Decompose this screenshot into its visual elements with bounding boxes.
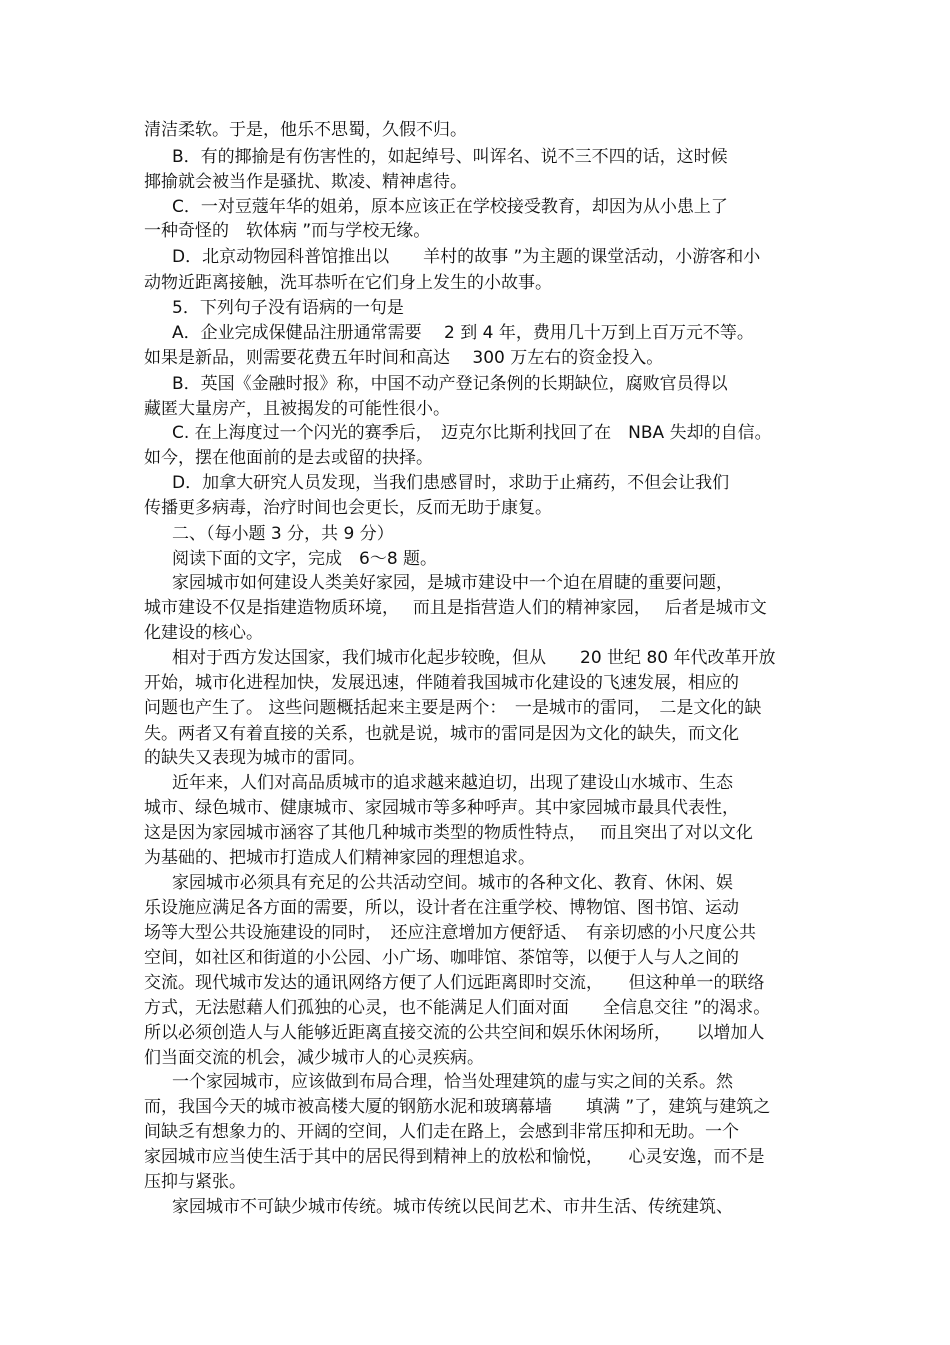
text-line: 而，我国今天的城市被高楼大厦的钢筋水泥和玻璃幕墙 填满 ”了，建筑与建筑之: [144, 1097, 771, 1117]
text-line: 交流。现代城市发达的通讯网络方便了人们远距离即时交流， 但这种单一的联络: [144, 973, 765, 993]
text-line: 如今，摆在他面前的是去或留的抉择。: [144, 448, 433, 468]
text-line: 的缺失又表现为城市的雷同。: [144, 748, 365, 768]
text-line: 藏匿大量房产，且被揭发的可能性很小。: [144, 399, 450, 419]
text-line: 所以必须创造人与人能够近距离直接交流的公共空间和娱乐休闲场所， 以增加人: [144, 1023, 765, 1043]
section-heading: 二、（每小题 3 分，共 9 分）: [172, 524, 394, 544]
text-line: 失。两者又有着直接的关系，也就是说，城市的雷同是因为文化的缺失，而文化: [144, 724, 739, 744]
option-b-line: B．英国《金融时报》称，中国不动产登记条例的长期缺位，腐败官员得以: [172, 374, 728, 394]
text-line: 城市建设不仅是指建造物质环境， 而且是指营造人们的精神家园， 后者是城市文: [144, 598, 767, 618]
paragraph-5-line: 一个家园城市，应该做到布局合理，恰当处理建筑的虚与实之间的关系。然: [172, 1072, 733, 1092]
text-line: 们当面交流的机会，减少城市人的心灵疾病。: [144, 1048, 484, 1068]
option-a-line: A．企业完成保健品注册通常需要 2 到 4 年，费用几十万到上百万元不等。: [172, 323, 754, 343]
option-c-line: C. 在上海度过一个闪光的赛季后， 迈克尔比斯利找回了在 NBA 失却的自信。: [172, 423, 772, 443]
text-line: 空间，如社区和街道的小公园、小广场、咖啡馆、茶馆等，以便于人与人之间的: [144, 948, 739, 968]
text-line: 传播更多病毒，治疗时间也会更长，反而无助于康复。: [144, 498, 552, 518]
paragraph-1-line: 家园城市如何建设人类美好家园，是城市建设中一个迫在眉睫的重要问题，: [172, 573, 733, 593]
option-b-line: B．有的揶揄是有伤害性的，如起绰号、叫诨名、说不三不四的话，这时候: [172, 147, 728, 167]
text-line: 开始，城市化进程加快，发展迅速，伴随着我国城市化建设的飞速发展，相应的: [144, 673, 739, 693]
text-line: 为基础的、把城市打造成人们精神家园的理想追求。: [144, 848, 535, 868]
text-line: 化建设的核心。: [144, 623, 263, 643]
text-line: 揶揄就会被当作是骚扰、欺凌、精神虐待。: [144, 172, 467, 192]
text-line: 方式，无法慰藉人们孤独的心灵，也不能满足人们面对面 全信息交往 ”的渴求。: [144, 998, 771, 1018]
text-line: 乐设施应满足各方面的需要，所以，设计者在注重学校、博物馆、图书馆、运动: [144, 898, 739, 918]
option-c-line: C．一对豆蔻年华的姐弟，原本应该正在学校接受教育，却因为从小患上了: [172, 197, 728, 217]
option-d-line: D．北京动物园科普馆推出以 羊村的故事 ”为主题的课堂活动，小游客和小: [172, 247, 761, 267]
option-d-line: D．加拿大研究人员发现，当我们患感冒时，求助于止痛药，不但会让我们: [172, 473, 730, 493]
text-line: 城市、绿色城市、健康城市、家园城市等多种呼声。其中家园城市最具代表性，: [144, 798, 739, 818]
paragraph-2-line: 相对于西方发达国家，我们城市化起步较晚，但从 20 世纪 80 年代改革开放: [172, 648, 776, 668]
text-line: 压抑与紧张。: [144, 1172, 246, 1192]
text-line: 场等大型公共设施建设的同时， 还应注意增加方便舒适、 有亲切感的小尺度公共: [144, 923, 756, 943]
text-line: 问题也产生了。 这些问题概括起来主要是两个： 一是城市的雷同， 二是文化的缺: [144, 698, 762, 718]
paragraph-4-line: 家园城市必须具有充足的公共活动空间。城市的各种文化、教育、休闲、娱: [172, 873, 733, 893]
text-line: 这是因为家园城市涵容了其他几种城市类型的物质性特点， 而且突出了对以文化: [144, 823, 753, 843]
text-line: 间缺乏有想象力的、开阔的空间，人们走在路上，会感到非常压抑和无助。一个: [144, 1122, 739, 1142]
reading-instruction: 阅读下面的文字，完成 6～8 题。: [172, 549, 438, 569]
text-line: 家园城市应当使生活于其中的居民得到精神上的放松和愉悦， 心灵安逸，而不是: [144, 1147, 765, 1167]
text-line: 一种奇怪的 软体病 ”而与学校无缘。: [144, 221, 431, 241]
text-line: 动物近距离接触，洗耳恭听在它们身上发生的小故事。: [144, 273, 552, 293]
text-line: 如果是新品，则需要花费五年时间和高达 300 万左右的资金投入。: [144, 348, 664, 368]
text-line: 清洁柔软。于是，他乐不思蜀，久假不归。: [144, 120, 467, 140]
question-5-line: 5．下列句子没有语病的一句是: [172, 298, 404, 318]
paragraph-3-line: 近年来，人们对高品质城市的追求越来越迫切，出现了建设山水城市、生态: [172, 773, 733, 793]
paragraph-6-line: 家园城市不可缺少城市传统。城市传统以民间艺术、市井生活、传统建筑、: [172, 1197, 733, 1217]
